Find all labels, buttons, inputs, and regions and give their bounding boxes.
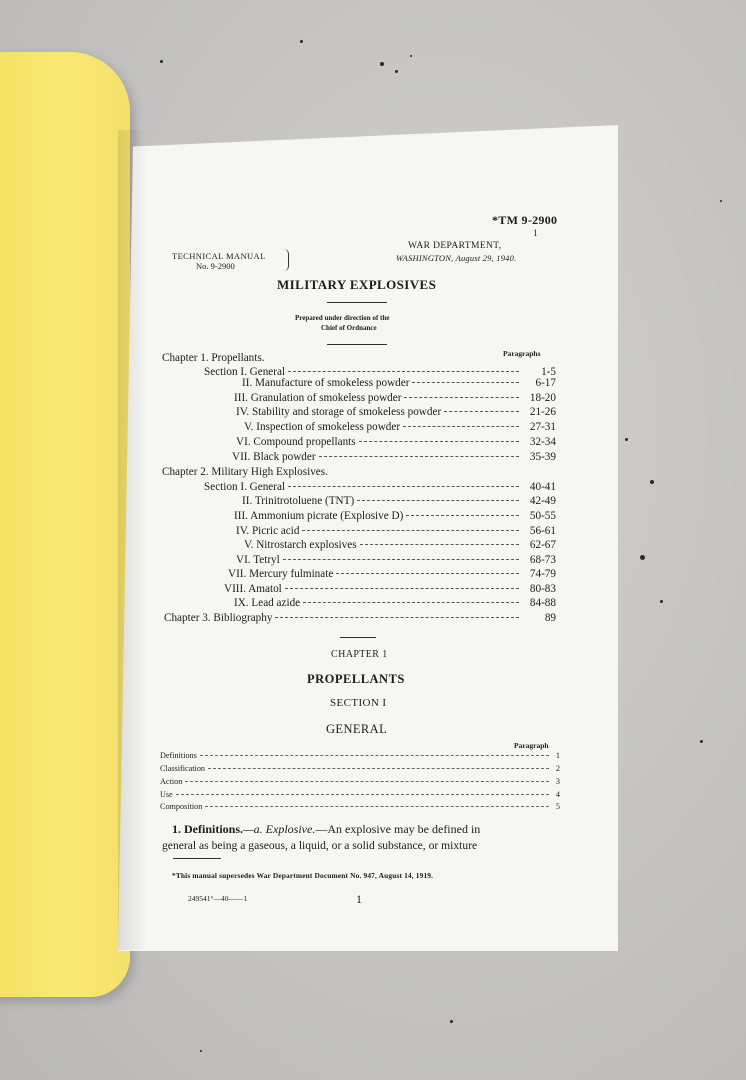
manual-number: No. 9-2900 [196,261,235,271]
toc-row[interactable]: Section I. General 1-5 [204,366,556,378]
toc-row[interactable]: V. Nitrostarch explosives 62-67 [244,539,556,551]
chapter-label: CHAPTER 1 [331,649,388,660]
body-line-1: 1. Definitions.—a. Explosive.—An explosive may be defined in [172,822,481,836]
tm-number: *TM 9-2900 [492,213,558,227]
toc-row[interactable]: Section I. General 40-41 [204,481,556,493]
section-toc-row[interactable]: Action 3 [160,777,560,786]
page-title: MILITARY EXPLOSIVES [277,277,437,292]
toc-row[interactable]: VII. Black powder 35-39 [232,451,556,463]
toc-heading: Paragraphs [503,349,541,358]
toc-row[interactable]: III. Ammonium picrate (Explosive D) 50-55 [234,510,556,522]
place-date: WASHINGTON, August 29, 1940. [396,253,517,263]
toc-chapter-3[interactable]: Chapter 3. Bibliography 89 [164,612,556,624]
prepared-line-1: Prepared under direction of the [295,314,390,322]
toc-row[interactable]: IV. Stability and storage of smokeless powder 21-26 [236,406,556,418]
toc-row[interactable]: VIII. Amatol 80-83 [224,583,556,595]
prepared-line-2: Chief of Ordnance [321,324,377,332]
toc-chapter-1[interactable]: Chapter 1. Propellants. [162,352,265,364]
page-number: 1 [356,892,362,906]
footnote: *This manual supersedes War Department Document No. 947, August 14, 1919. [172,871,434,880]
section-toc-row[interactable]: Definitions 1 [160,751,560,760]
header-brace [284,249,289,271]
section-toc-heading: Paragraph [514,741,549,750]
toc-row[interactable]: VI. Tetryl 68-73 [236,554,556,566]
toc-row[interactable]: II. Manufacture of smokeless powder 6-17 [242,377,556,389]
section-title: GENERAL [326,722,388,736]
toc-row[interactable]: II. Trinitrotoluene (TNT) 42-49 [242,495,556,507]
tm-page: 1 [533,228,538,238]
toc-row[interactable]: VI. Compound propellants 32-34 [236,436,556,448]
section-toc-row[interactable]: Composition 5 [160,802,560,811]
section-label: SECTION I [330,697,387,709]
chapter-title: PROPELLANTS [307,672,405,686]
toc-row[interactable]: IX. Lead azide 84-88 [234,597,556,609]
print-code: 249541°—40——1 [188,894,248,903]
toc-row[interactable]: V. Inspection of smokeless powder 27-31 [244,421,556,433]
body-line-2: general as being a gaseous, a liquid, or a solid substance, or mixture [162,839,478,852]
toc-row[interactable]: III. Granulation of smokeless powder 18-20 [234,392,556,404]
yellow-cover [0,52,130,997]
toc-row[interactable]: IV. Picric acid 56-61 [236,525,556,537]
toc-row[interactable]: VII. Mercury fulminate 74-79 [228,568,556,580]
toc-chapter-2[interactable]: Chapter 2. Military High Explosives. [162,466,328,478]
section-toc-row[interactable]: Use 4 [160,790,560,799]
section-toc-row[interactable]: Classification 2 [160,764,560,773]
department: WAR DEPARTMENT, [408,241,502,251]
manual-type: TECHNICAL MANUAL [172,251,266,261]
